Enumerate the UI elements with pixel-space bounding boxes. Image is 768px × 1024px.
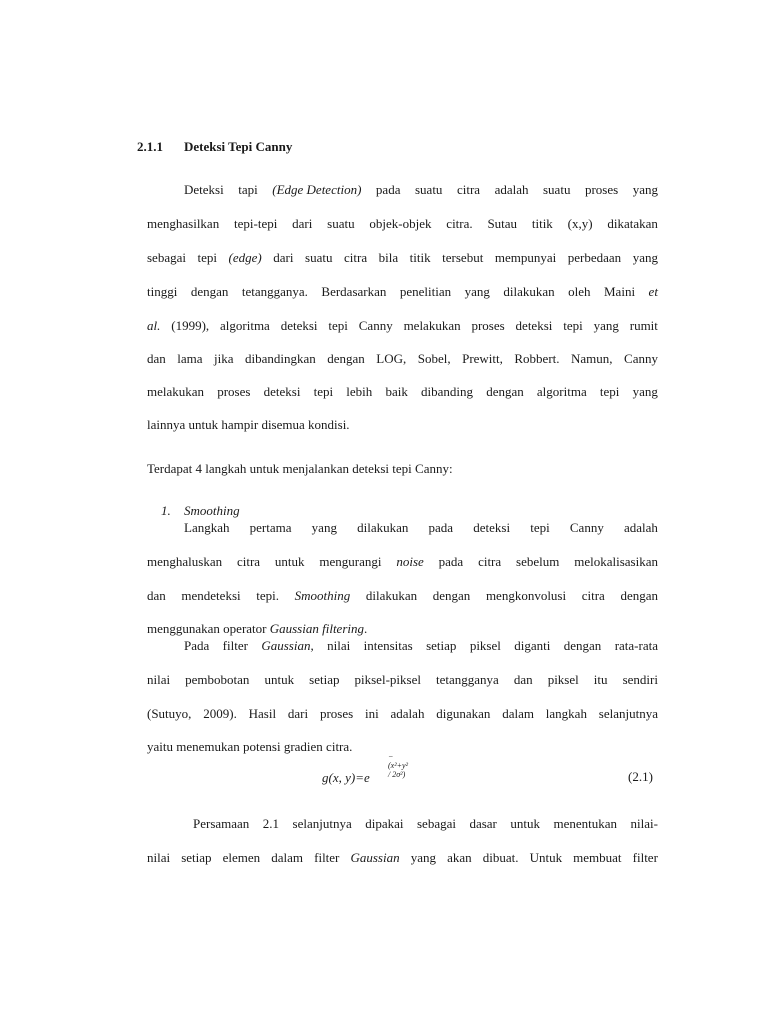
steps-intro: Terdapat 4 langkah untuk menjalankan deteksi tepi Canny: bbox=[147, 461, 453, 476]
step1-number: 1. bbox=[161, 503, 171, 518]
para3-line4: yaitu menemukan potensi gradien citra. bbox=[147, 739, 353, 754]
equation-lhs: g(x, y)=e bbox=[322, 770, 370, 785]
para3-line2: nilai pembobotan untuk setiap piksel-piksel tetangganya dan piksel itu sendiri bbox=[147, 672, 658, 687]
gaussian-equation bbox=[322, 752, 408, 786]
para2-line3: dan mendeteksi tepi. Smoothing dilakukan dengan mengkonvolusi citra dengan bbox=[147, 588, 658, 603]
para1-line7: melakukan proses deteksi tepi lebih baik dibanding dengan algoritma tepi yang bbox=[147, 384, 658, 399]
para4-line1: Persamaan 2.1 selanjutnya dipakai sebagai dasar untuk menentukan nilai- bbox=[193, 816, 658, 831]
para1-line4: tinggi dengan tetangganya. Berdasarkan penelitian yang dilakukan oleh Maini et bbox=[147, 284, 658, 299]
para1-line3: sebagai tepi (edge) dari suatu citra bila titik tersebut mempunyai perbedaan yang bbox=[147, 250, 658, 265]
equation-exponent: −(x²+y² / 2σ²) bbox=[388, 752, 408, 779]
para4-line2: nilai setiap elemen dalam filter Gaussian yang akan dibuat. Untuk membuat filter bbox=[147, 850, 658, 865]
equation-number: (2.1) bbox=[628, 769, 653, 784]
para1-line2: menghasilkan tepi-tepi dari suatu objek-objek citra. Sutau titik (x,y) dikatakan bbox=[147, 216, 658, 231]
para3-line1: Pada filter Gaussian, nilai intensitas setiap piksel diganti dengan rata-rata bbox=[184, 638, 658, 653]
para2-line2: menghaluskan citra untuk mengurangi noise pada citra sebelum melokalisasikan bbox=[147, 554, 658, 569]
para1-line8: lainnya untuk hampir disemua kondisi. bbox=[147, 417, 350, 432]
para2-line1: Langkah pertama yang dilakukan pada deteksi tepi Canny adalah bbox=[184, 520, 658, 535]
para3-line3: (Sutuyo, 2009). Hasil dari proses ini adalah digunakan dalam langkah selanjutnya bbox=[147, 706, 658, 721]
para1-line1: Deteksi tapi (Edge Detection) pada suatu citra adalah suatu proses yang bbox=[184, 182, 658, 197]
section-number: 2.1.1 bbox=[137, 139, 163, 154]
para1-line5: al. (1999), algoritma deteksi tepi Canny melakukan proses deteksi tepi yang rumit bbox=[147, 318, 658, 333]
step1-title: Smoothing bbox=[184, 503, 240, 518]
para1-line6: dan lama jika dibandingkan dengan LOG, Sobel, Prewitt, Robbert. Namun, Canny bbox=[147, 351, 658, 366]
section-title: Deteksi Tepi Canny bbox=[184, 139, 293, 154]
para2-line4: menggunakan operator Gaussian filtering. bbox=[147, 621, 368, 636]
